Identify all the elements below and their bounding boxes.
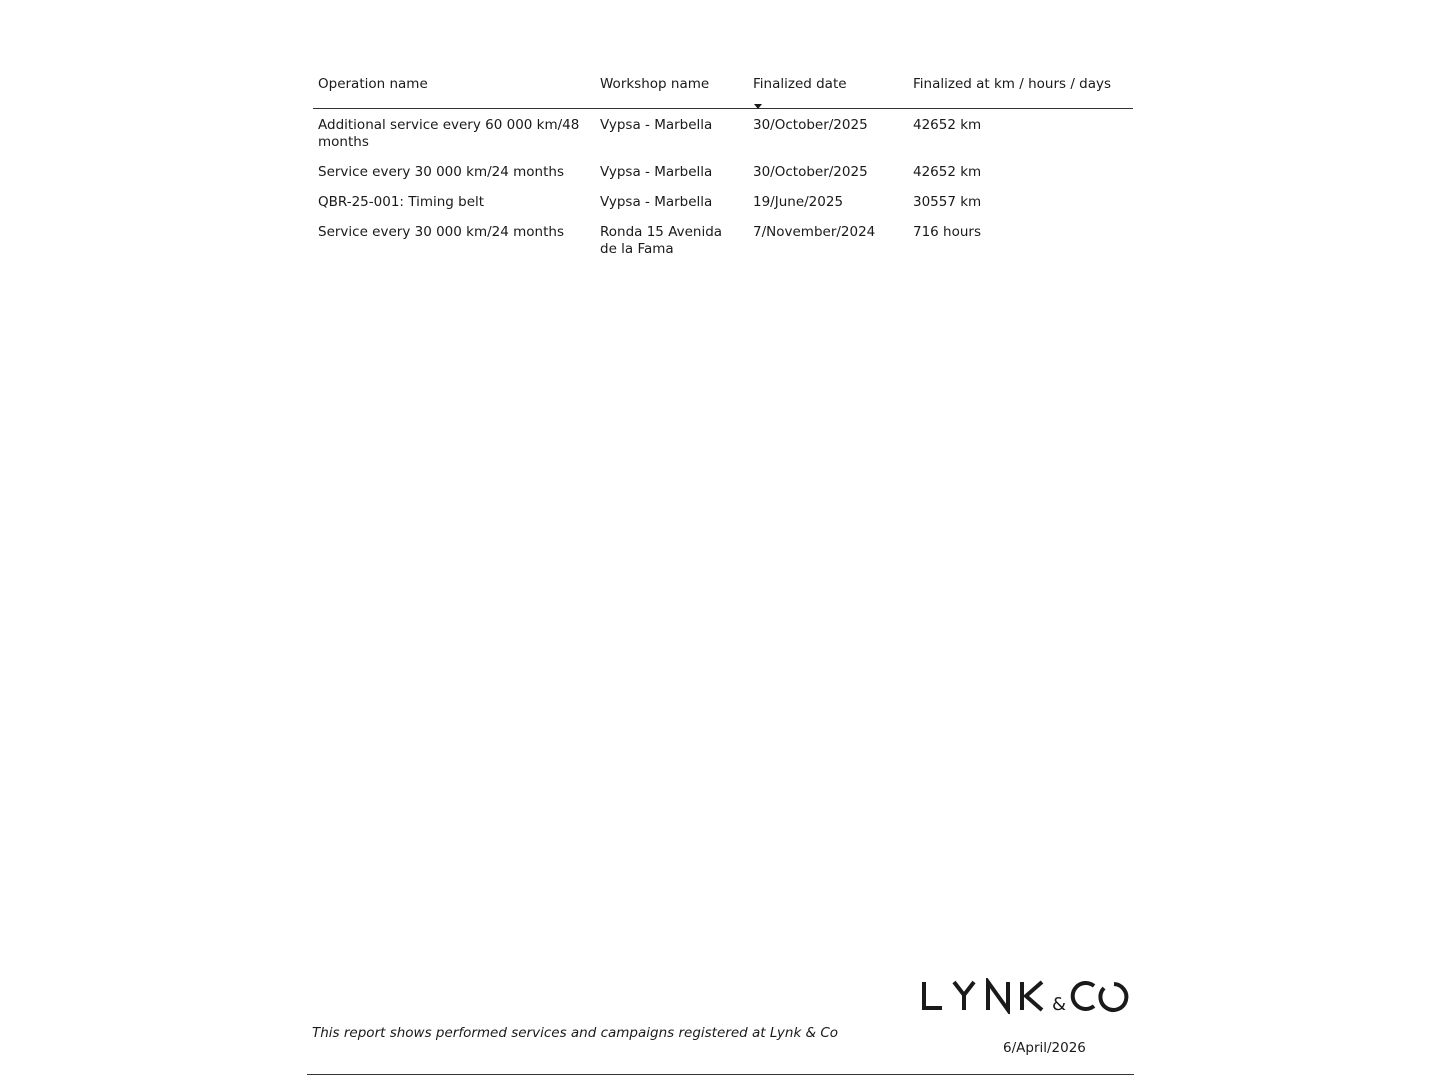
column-header-reading-label: Finalized at km / hours / days <box>913 76 1112 92</box>
table-row <box>313 217 1133 264</box>
cell-reading: 30557 km <box>913 194 982 210</box>
column-header-workshop-label: Workshop name <box>600 76 710 92</box>
column-header-date[interactable] <box>748 66 908 109</box>
table-header <box>313 66 1133 109</box>
column-header-date-label: Finalized date <box>753 76 847 92</box>
cell-date: 30/October/2025 <box>753 117 868 133</box>
cell-operation: Service every 30 000 km/24 months <box>318 224 564 240</box>
column-header-operation[interactable] <box>313 66 595 109</box>
cell-reading: 42652 km <box>913 117 982 133</box>
table-header-row <box>313 66 1133 109</box>
report-disclaimer: This report shows performed services and campaigns registered at Lynk & Co <box>312 1025 839 1041</box>
table-row <box>313 187 1133 217</box>
column-header-date-wrap <box>753 76 847 92</box>
svg-text:&: & <box>1052 994 1067 1014</box>
column-header-workshop[interactable] <box>595 66 748 109</box>
footer-divider <box>307 1074 1134 1075</box>
cell-workshop: Vypsa - Marbella <box>600 194 713 210</box>
cell-reading: 716 hours <box>913 224 982 240</box>
cell-operation: QBR-25-001: Timing belt <box>318 194 485 210</box>
cell-reading: 42652 km <box>913 164 982 180</box>
cell-operation: Additional service every 60 000 km/48 months <box>318 117 580 150</box>
column-header-operation-label: Operation name <box>318 76 428 92</box>
cell-operation: Service every 30 000 km/24 months <box>318 164 564 180</box>
table-row <box>313 109 1133 158</box>
report-date: 6/April/2026 <box>1003 1040 1086 1056</box>
lynk-co-logo <box>918 978 1130 1014</box>
service-history-table <box>313 66 1133 264</box>
cell-date: 19/June/2025 <box>753 194 844 210</box>
sort-descending-icon[interactable] <box>754 104 762 109</box>
cell-workshop: Vypsa - Marbella <box>600 164 713 180</box>
cell-workshop: Ronda 15 Avenida de la Fama <box>600 224 723 257</box>
cell-date: 7/November/2024 <box>753 224 876 240</box>
table-row <box>313 157 1133 187</box>
cell-date: 30/October/2025 <box>753 164 868 180</box>
table-body <box>313 109 1133 265</box>
column-header-reading[interactable] <box>908 66 1133 109</box>
cell-workshop: Vypsa - Marbella <box>600 117 713 133</box>
